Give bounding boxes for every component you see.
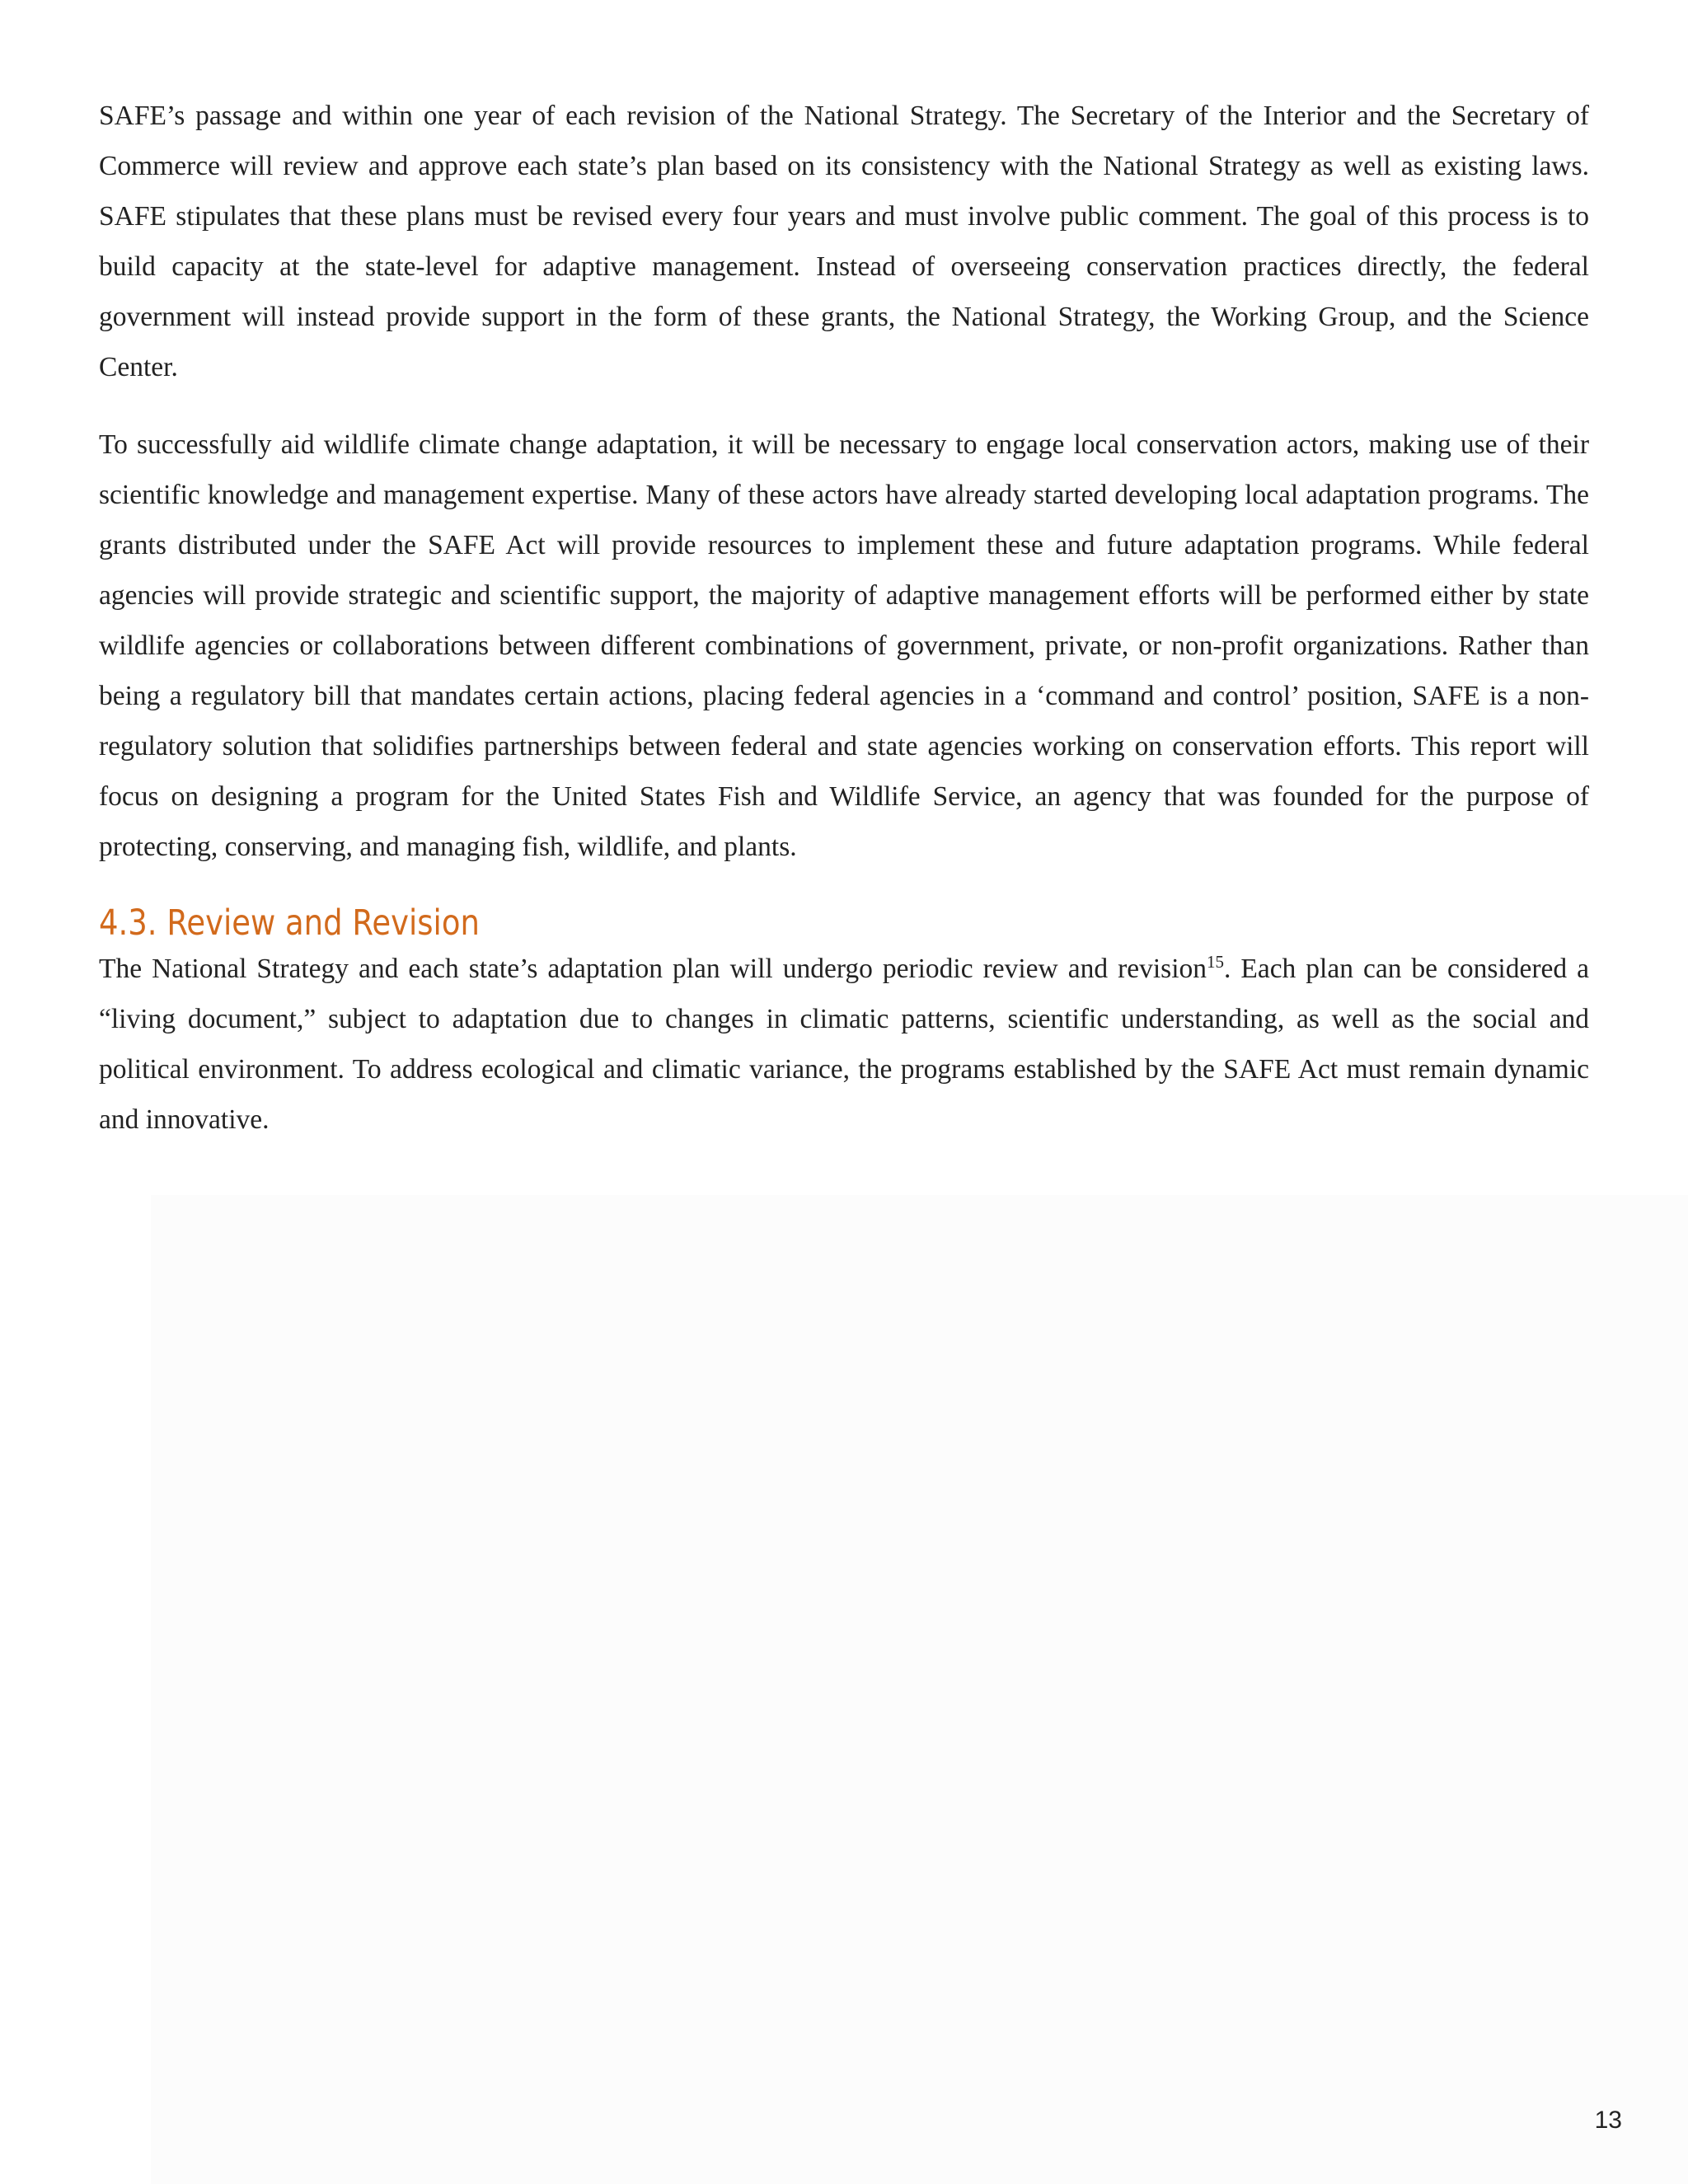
paragraph-local-conservation: To successfully aid wildlife climate change adaptation, it will be necessary to engage local conservation actors, making use of their scientific knowledge and management expertise. Many of these actors have already started developing local adaptation programs. The grants distributed under the SAFE Act will provide resources to implement these and future adaptation programs. While federal agencies will provide strategic and scientific support, the majority of adaptive management efforts will be performed either by state wildlife agencies or collaborations between different combinations of government, private, or non-profit organizations. Rather than being a regulatory bill that mandates certain actions, placing federal agencies in a ‘command and control’ position, SAFE is a non-regulatory solution that solidifies partnerships between federal and state agencies working on conservation efforts. This report will focus on designing a program for the United States Fish and Wildlife Service, an agency that was founded for the purpose of protecting, conserving, and managing fish, wildlife, and plants.: [99, 429, 1589, 862]
page-number: 13: [1594, 2107, 1622, 2134]
section-heading-review-and-revision: 4.3. Review and Revision: [99, 902, 480, 944]
page-background-tint: [151, 1195, 1688, 2184]
paragraph-state-plans: SAFE’s passage and within one year of each revision of the National Strategy. The Secretary of the Interior and the Secretary of Commerce will review and approve each state’s plan based on its consistency with the National Strategy as well as existing laws. SAFE stipulates that these plans must be revised every four years and must involve public comment. The goal of this process is to build capacity at the state-level for adaptive management. Instead of overseeing conservation practices directly, the federal government will instead provide support in the form of these grants, the National Strategy, the Working Group, and the Science Center.: [99, 101, 1589, 382]
paragraph-text-before-footnote: The National Strategy and each state’s adaptation plan will undergo periodic review and revision: [99, 954, 1207, 984]
paragraph-text-after-footnote: . Each plan can be considered a “living document,” subject to adaptation due to changes in climatic patterns, scientific understanding, as well as the social and political environment. To address ecological and climatic variance, the programs established by the SAFE Act must remain dynamic and innovative.: [99, 954, 1589, 1135]
page-content: [99, 91, 1589, 1145]
footnote-reference[interactable]: 15: [1207, 951, 1224, 972]
paragraph-review-and-revision: [99, 944, 1589, 1145]
